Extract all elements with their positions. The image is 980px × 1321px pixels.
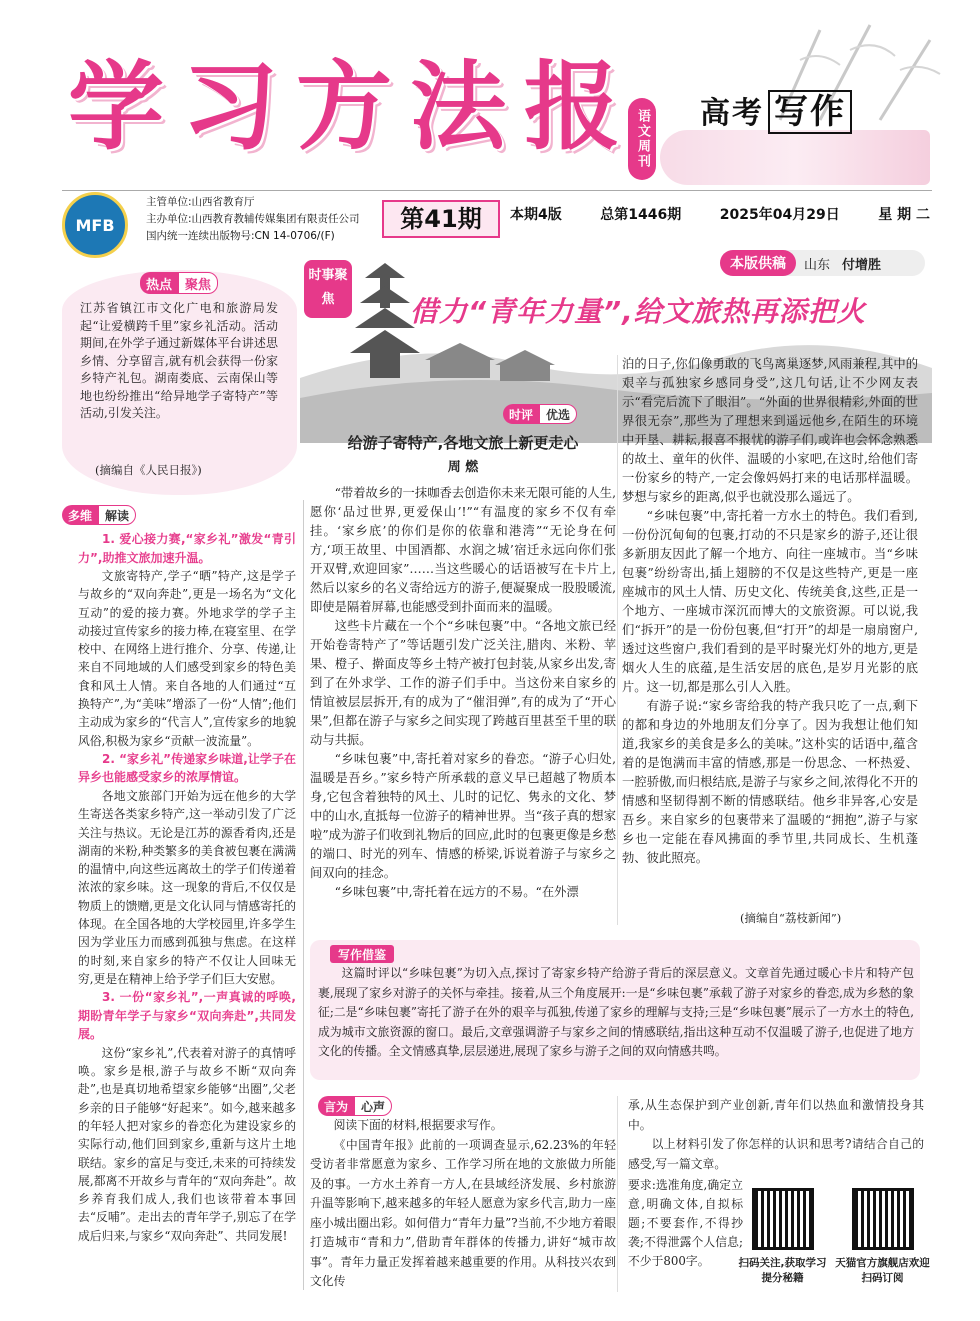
publisher-line: 主办单位:山西教育教辅传媒集团有限责任公司: [146, 213, 360, 225]
section-heading: 2. “家乡礼”传递家乡味道,让学子在异乡也能感受家乡的浓厚情谊。: [78, 751, 296, 785]
title-char: 报: [524, 51, 626, 163]
current-affairs-tag: 时事聚焦: [304, 260, 352, 318]
paragraph: 承,从生态保护到产业创新,青年们以热血和激情投身其中。: [628, 1098, 924, 1132]
edition-prefix: 高考: [700, 96, 764, 131]
paragraph: 这些卡片藏在一个个“乡味包裹”中。“各地文旅已经开始卷寄特产了”等话题引发广泛关注,腊肉、米粉、苹果、橙子、擀面皮等乡土特产被打包封装,从家乡出发,寄到了在外求学、工作的游子们手中。当这份来自家乡的情谊被层层拆开,有的成为了“催泪弹”,有的成为了“开心果”,但都在游子与家乡之间实现了跨越百里甚至千里的联动与共振。: [310, 619, 616, 747]
tag-part: 优选: [539, 404, 577, 424]
tag-part: 言为: [318, 1096, 354, 1116]
paragraph: “带着故乡的一抹咖香去创造你未来无限可能的人生,愿你‘品过世界,更爱保山’!”“有温度的家乡不仅有牵挂。‘家乡底’的你们是你的依靠和港湾”“无论身在何方,‘项王故里、中国酒都、水润之城’宿迁永远向你们张开双臂,欢迎回家”……当这些暖心的话语被写在卡片上,然后以家乡的名义寄给远方的游子,便凝聚成一股股暖流,即使是隔着屏幕,也能感受到扑面而来的温暖。: [310, 486, 616, 614]
qr-caption: 扫码关注,获取学习提分秘籍: [738, 1257, 827, 1284]
issue-weekday: 星 期 二: [878, 207, 930, 223]
header-rule: [62, 190, 932, 191]
title-char: 法: [410, 51, 512, 163]
column-divider: [617, 355, 618, 925]
article-source: (摘编自“荔枝新闻”): [740, 911, 842, 925]
prompt-requirements: 要求:选准角度,确定立意,明确文体,自拟标题;不要套作,不得抄袭;不得泄露个人信息;不少于800字。: [628, 1178, 743, 1268]
publisher-line: 主管单位:山西省教育厅: [146, 196, 255, 208]
interpretation-column: [78, 530, 296, 1290]
author-region: 山东: [804, 257, 831, 273]
article-title: 给游子寄特产,各地文旅上新更走心: [347, 434, 579, 452]
newspaper-title: [68, 52, 628, 162]
tag-part: 解读: [98, 505, 136, 525]
comment-tag: [503, 404, 577, 424]
tag-part: 聚焦: [178, 272, 218, 294]
issue-meta: [510, 204, 930, 224]
issue-total: 总第1446期: [600, 207, 682, 223]
tag-part: 时评: [503, 404, 539, 424]
paragraph: 《中国青年报》此前的一项调查显示,62.23%的年轻受访者非常愿意为家乡、工作学习所在地的文旅做力所能及的事。一方水土养育一方人,在县域经济发展、乡村旅游升温等影响下,越来越多的年轻人愿意为家乡代言,助力一座座小城出圈出彩。如何借力“青年力量”?当前,不少地方着眼打造城市“青和力”,借助青年群体的传播力,讲好“城市故事”。青年力量正发挥着越来越重要的作用。从科技兴农到文化传: [310, 1137, 616, 1288]
paragraph: 这篇时评以“乡味包裹”为切入点,探讨了寄家乡特产给游子背后的深层意义。文章首先通过暖心卡片和特产包裹,展现了家乡对游子的关怀与牵挂。接着,从三个角度展开:一是“乡味包裹”承载了游子对家乡的眷恋,成为乡愁的象征;二是“乡味包裹”寄托了游子在外的艰辛与孤独,传递了家乡的理解与支持;三是“乡味包裹”展示了一方水土的特色,成为城市文旅资源的窗口。最后,文章强调游子与家乡之间的情感联结,指出这种互动不仅温暖了游子,也促进了地方文化的传播。全文情感真挚,层层递进,展现了家乡与游子之间的双向情感共鸣。: [318, 966, 914, 1058]
author-label: 本版供稿: [720, 250, 796, 276]
publisher-info: [146, 194, 360, 245]
publisher-line: 国内统一连续出版物号:CN 14-0706/(F): [146, 230, 335, 242]
issue-number: 第41期: [382, 200, 500, 238]
edition-name: [700, 84, 852, 133]
writing-tips-title: 写作借鉴: [330, 945, 394, 963]
qr-code[interactable]: [852, 1188, 914, 1250]
hot-focus-tag: [140, 272, 218, 294]
tag-part: 热点: [140, 272, 178, 294]
issue-date: 2025年04月29日: [719, 207, 840, 223]
title-char: 方: [296, 51, 398, 163]
writing-tips-text: [318, 964, 914, 1062]
title-char: 学: [68, 51, 170, 163]
hot-focus-source: (摘编自《人民日报》): [95, 463, 202, 477]
paragraph: 以上材料引发了你怎样的认识和思考?请结合自己的感受,写一篇文章。: [628, 1137, 924, 1171]
paragraph: “乡味包裹”中,寄托着对家乡的眷恋。“游子心归处,温暖是吾乡。”家乡特产所承载的意义早已超越了物质本身,它包含着独特的风土、儿时的记忆、隽永的文化、梦中的山水,直抵每一位游子的精神世界。当“孩子真的想家啦”成为游子们收到礼物后的回应,此时的包裹更像是乡愁的端口、时光的列车、情感的桥梁,诉说着游子与家乡之间双向的挂念。: [310, 752, 616, 880]
article-author: 周 燃: [447, 460, 479, 475]
author-name: 付增胜: [842, 257, 882, 273]
paragraph: 有游子说:“家乡寄给我的特产我只吃了一点,剩下的都和身边的外地朋友们分享了。因为我想让他们知道,我家乡的美食是多么的美味。”这朴实的话语中,蕴含着的是饱满而丰富的情感,那是一份思念、一杯热爱、一腔骄傲,而归根结底,是游子与家乡之间,浓得化不开的情感和坚韧得割不断的情感联结。他乡非异客,心安是吾乡。来自家乡的包裹带来了温暖的“拥抱”,游子与家乡也一定能在春风拂面的季节里,共同成长、生机蓬勃、彼此照亮。: [622, 699, 918, 865]
hot-focus-text: 江苏省镇江市文化广电和旅游局发起“让爱横跨千里”家乡礼活动。活动期间,在外学子通过新媒体平台讲述思乡情、分享留言,就有机会获得一份家乡特产礼包。湖南娄底、云南保山等地也纷纷推出“给异地学子寄特产”等活动,引发关注。: [80, 301, 278, 420]
prompt-column-left: [310, 1116, 616, 1292]
page-headline: 借力“青年力量”,给文旅热再添把火: [410, 295, 866, 328]
edition-main: 写作: [768, 90, 852, 134]
issue-pages: 本期4版: [510, 207, 562, 223]
column-divider: [303, 500, 304, 1290]
paragraph: 文旅寄特产,学子“晒”特产,这是学子与故乡的“双向奔赴”,更是一场名为“文化互动”的爱的接力赛。外地求学的学子主动接过宣传家乡的接力棒,在寝室里、在学校中、在网络上进行推介、分享、传递,让来自不同地域的人们感受到家乡的特色美食和风土人情。来自各地的人们通过“互换特产”,为“美味”增添了一份“人情”;他们主动成为家乡的“代言人”,宣传家乡的地貌风俗,积极为家乡“贡献一波流量”。: [78, 569, 296, 748]
newspaper-logo: MFB: [62, 192, 128, 258]
author-tag: [720, 250, 925, 276]
section-heading: 1. 爱心接力赛,“家乡礼”激发“青引力”,助推文旅加速升温。: [78, 532, 296, 565]
prompt-tag: [318, 1096, 392, 1116]
column-divider: [617, 1096, 618, 1292]
article-column-right: [622, 355, 918, 910]
article-column-middle: [310, 484, 616, 930]
weekly-tag: 语文周刊: [628, 98, 656, 180]
qr-caption: 天猫官方旗舰店欢迎扫码订阅: [835, 1257, 930, 1284]
scroll-decoration: [660, 130, 930, 185]
title-char: 习: [182, 51, 284, 163]
paragraph: “乡味包裹”中,寄托着一方水土的特色。我们看到,一份份沉甸甸的包裹,打动的不只是家乡的游子,还让很多新朋友因此了解一个地方、向往一座城市。当“乡味包裹”纷纷寄出,插上翅膀的不仅是这些特产,更是一座座城市的风土人情、历史文化、传统美食,这些,正是一个地方、一座城市深沉而博大的文旅资源。可以说,我们“拆开”的是一份份包裹,但“打开”的却是一扇扇窗户,透过这些窗户,我们看到的是平时聚光灯外的地方,更是烟火人生的底蕴,是生活安居的底色,是岁月光影的底片。这一切,都是那么引人入胜。: [622, 509, 918, 694]
interpretation-tag: [62, 505, 136, 525]
paragraph: “乡味包裹”中,寄托着在远方的不易。“在外漂: [334, 885, 579, 899]
tag-part: 多维: [62, 505, 98, 525]
prompt-column-right: [628, 1096, 924, 1174]
paragraph: 各地文旅部门开始为远在他乡的大学生寄送各类家乡特产,这一举动引发了广泛关注与热议。无论是江苏的源香肴肉,还是湖南的米粉,种类繁多的美食被包裹在满满的温情中,向这些远离故土的学子们传递着浓浓的家乡味。这一现象的背后,不仅仅是物质上的馈赠,更是文化认同与情感寄托的体现。在全国各地的大学校园里,许多学生因为学业压力而感到孤独与焦虑。在这样的时刻,来自家乡的特产不仅让人回味无穷,更是在精神上给予学子们巨大安慰。: [78, 788, 296, 986]
section-heading: 3. 一份“家乡礼”,一声真诚的呼唤,期盼青年学子与家乡“双向奔赴”,共同发展。: [78, 990, 296, 1042]
paragraph: 泊的日子,你们像勇敢的飞鸟离巢逐梦,风雨兼程,其中的艰辛与孤独家乡感同身受”,这几句话,让不少网友表示“看完后流下了眼泪”。“外面的世界很精彩,外面的世界很无奈”,那些为了理想来到遥远他乡,在陌生的环境中开垦、耕耘,报喜不报忧的游子们,或许也会怀念熟悉的故土、童年的伙伴、温暖的小家吧,在这时,给他们寄一份家乡的特产,一定会像妈妈打来的电话那样温暖。梦想与家乡的距离,似乎也就没那么遥远了。: [622, 357, 918, 504]
paragraph: 这份“家乡礼”,代表着对游子的真情呼唤。家乡是根,游子与故乡不断“双向奔赴”,也是真切地希望家乡能够“出圈”,父老乡亲的日子能够“好起来”。如今,越来越多的年轻人把对家乡的眷恋化为建设家乡的实际行动,他们回到家乡,重新与这片土地联结。家乡的富足与变迁,未来的可持续发展,都离不开故乡与青年的“双向奔赴”。故乡养育我们成人,我们也该带着本事回去“反哺”。走出去的青年学子,别忘了在学成后归来,与家乡“双向奔赴”、共同发展!: [78, 1045, 296, 1243]
paragraph: 阅读下面的材料,根据要求写作。: [333, 1118, 503, 1132]
qr-code[interactable]: [752, 1188, 814, 1250]
tag-part: 心声: [354, 1096, 392, 1116]
